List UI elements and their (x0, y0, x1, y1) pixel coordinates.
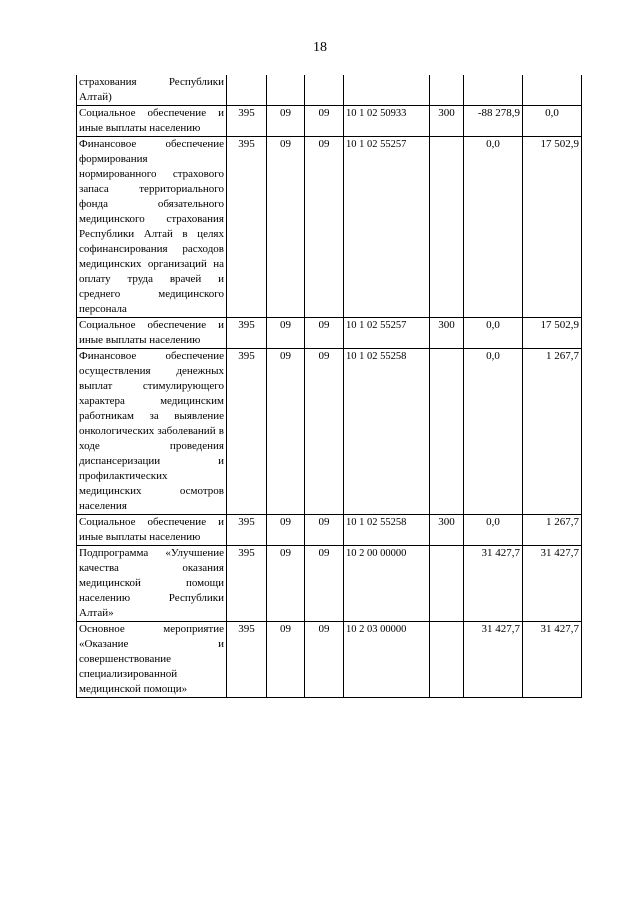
row-sum-2: 17 502,9 (523, 137, 582, 318)
row-vr (430, 546, 464, 622)
row-cs: 10 1 02 55258 (344, 349, 430, 515)
row-rz: 09 (267, 106, 305, 137)
row-rz: 09 (267, 349, 305, 515)
table-row (77, 349, 582, 515)
row-sum-2: 31 427,7 (523, 546, 582, 622)
row-sum-1: -88 278,9 (464, 106, 523, 137)
row-sum-1: 0,0 (464, 349, 523, 515)
row-pr: 09 (305, 349, 344, 515)
table-row (77, 318, 582, 349)
row-sum-1: 0,0 (464, 137, 523, 318)
row-vr (430, 75, 464, 106)
row-sum-2: 17 502,9 (523, 318, 582, 349)
row-vr: 300 (430, 318, 464, 349)
row-cs: 10 2 00 00000 (344, 546, 430, 622)
row-rz: 09 (267, 137, 305, 318)
row-gr: 395 (227, 349, 267, 515)
row-name: Социальное обеспечение и иные выплаты населению (77, 106, 227, 137)
row-name: Подпрограмма «Улучшение качества оказания медицинской помощи населению Республики Алтай» (77, 546, 227, 622)
row-sum-2: 1 267,7 (523, 349, 582, 515)
row-cs: 10 1 02 55258 (344, 515, 430, 546)
row-pr: 09 (305, 137, 344, 318)
row-pr: 09 (305, 515, 344, 546)
row-name: Социальное обеспечение и иные выплаты населению (77, 515, 227, 546)
row-sum-2: 31 427,7 (523, 622, 582, 698)
row-name: страхования Республики Алтай) (77, 75, 227, 106)
row-name: Финансовое обеспечение осуществления денежных выплат стимулирующего характера медицинским работникам за выявление онкологических заболеваний в ходе проведения диспансеризации и профилактических медицинских осмотров населения (77, 349, 227, 515)
budget-table (76, 75, 582, 698)
row-cs: 10 1 02 50933 (344, 106, 430, 137)
row-vr: 300 (430, 515, 464, 546)
row-pr: 09 (305, 318, 344, 349)
row-sum-2 (523, 75, 582, 106)
row-sum-1: 0,0 (464, 318, 523, 349)
row-vr (430, 349, 464, 515)
row-vr (430, 137, 464, 318)
row-name: Социальное обеспечение и иные выплаты населению (77, 318, 227, 349)
row-cs: 10 2 03 00000 (344, 622, 430, 698)
row-gr: 395 (227, 137, 267, 318)
table-row (77, 546, 582, 622)
row-sum-1: 31 427,7 (464, 622, 523, 698)
row-sum-2: 0,0 (523, 106, 582, 137)
page-number: 18 (313, 40, 327, 55)
row-rz: 09 (267, 546, 305, 622)
table-row (77, 137, 582, 318)
row-gr: 395 (227, 546, 267, 622)
row-rz (267, 75, 305, 106)
row-rz: 09 (267, 622, 305, 698)
row-sum-1: 31 427,7 (464, 546, 523, 622)
row-pr: 09 (305, 106, 344, 137)
row-pr: 09 (305, 546, 344, 622)
row-gr: 395 (227, 622, 267, 698)
row-pr: 09 (305, 622, 344, 698)
row-name: Финансовое обеспечение формирования нормированного страхового запаса территориального фонда обязательного медицинского страхования Республики Алтай в целях софинансирования расходов медицинских организаций на оплату труда врачей и среднего медицинского персонала (77, 137, 227, 318)
row-cs: 10 1 02 55257 (344, 318, 430, 349)
row-sum-1 (464, 75, 523, 106)
row-rz: 09 (267, 318, 305, 349)
row-gr: 395 (227, 106, 267, 137)
table-row (77, 75, 582, 106)
row-gr: 395 (227, 515, 267, 546)
row-cs (344, 75, 430, 106)
row-sum-1: 0,0 (464, 515, 523, 546)
row-pr (305, 75, 344, 106)
table-row (77, 515, 582, 546)
table-row (77, 106, 582, 137)
table-row (77, 622, 582, 698)
row-gr (227, 75, 267, 106)
row-vr (430, 622, 464, 698)
row-cs: 10 1 02 55257 (344, 137, 430, 318)
row-vr: 300 (430, 106, 464, 137)
row-sum-2: 1 267,7 (523, 515, 582, 546)
row-rz: 09 (267, 515, 305, 546)
row-name: Основное мероприятие «Оказание и совершенствование специализированной медицинской помощи» (77, 622, 227, 698)
row-gr: 395 (227, 318, 267, 349)
